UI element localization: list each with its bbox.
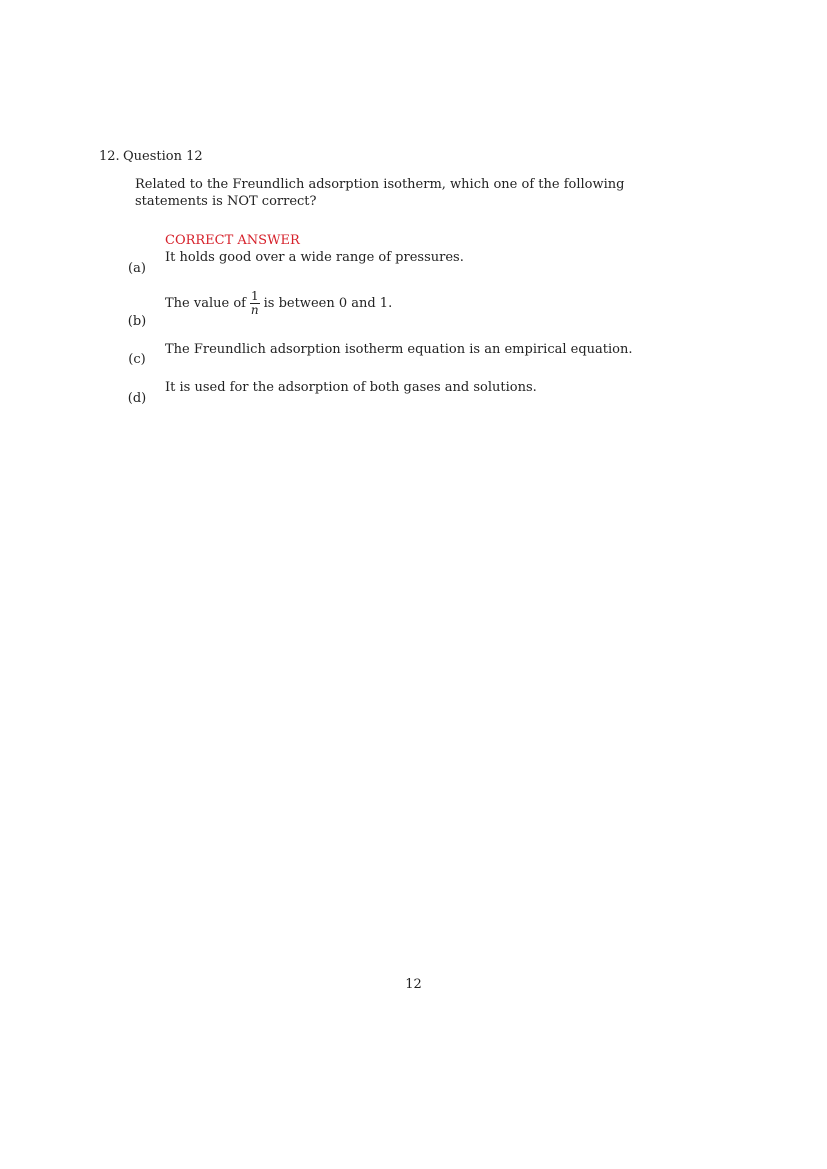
- option-label: (d): [127, 391, 147, 406]
- question-title: Question 12: [123, 149, 203, 164]
- option-text: [165, 289, 392, 319]
- question-number: 12.: [99, 149, 120, 164]
- option-text-after: is between 0 and 1.: [263, 296, 393, 311]
- question-stem: [135, 176, 624, 210]
- page-number: 12: [405, 977, 422, 992]
- correct-answer-badge: CORRECT ANSWER: [165, 233, 300, 248]
- question-stem-line: Related to the Freundlich adsorption isotherm, which one of the following: [135, 177, 625, 192]
- fraction: [250, 290, 260, 317]
- option-text-before: The value of: [165, 296, 246, 311]
- option-text: It holds good over a wide range of pressures.: [165, 250, 464, 265]
- fraction-denominator: n: [250, 303, 259, 317]
- fraction-numerator: 1: [250, 289, 259, 303]
- option-label: (a): [128, 261, 146, 276]
- question-stem-line: statements is NOT correct?: [135, 194, 317, 209]
- option-label: (c): [128, 352, 146, 367]
- option-text: The Freundlich adsorption isotherm equation is an empirical equation.: [165, 342, 633, 357]
- option-text: It is used for the adsorption of both gases and solutions.: [165, 380, 537, 395]
- option-label: (b): [127, 314, 147, 329]
